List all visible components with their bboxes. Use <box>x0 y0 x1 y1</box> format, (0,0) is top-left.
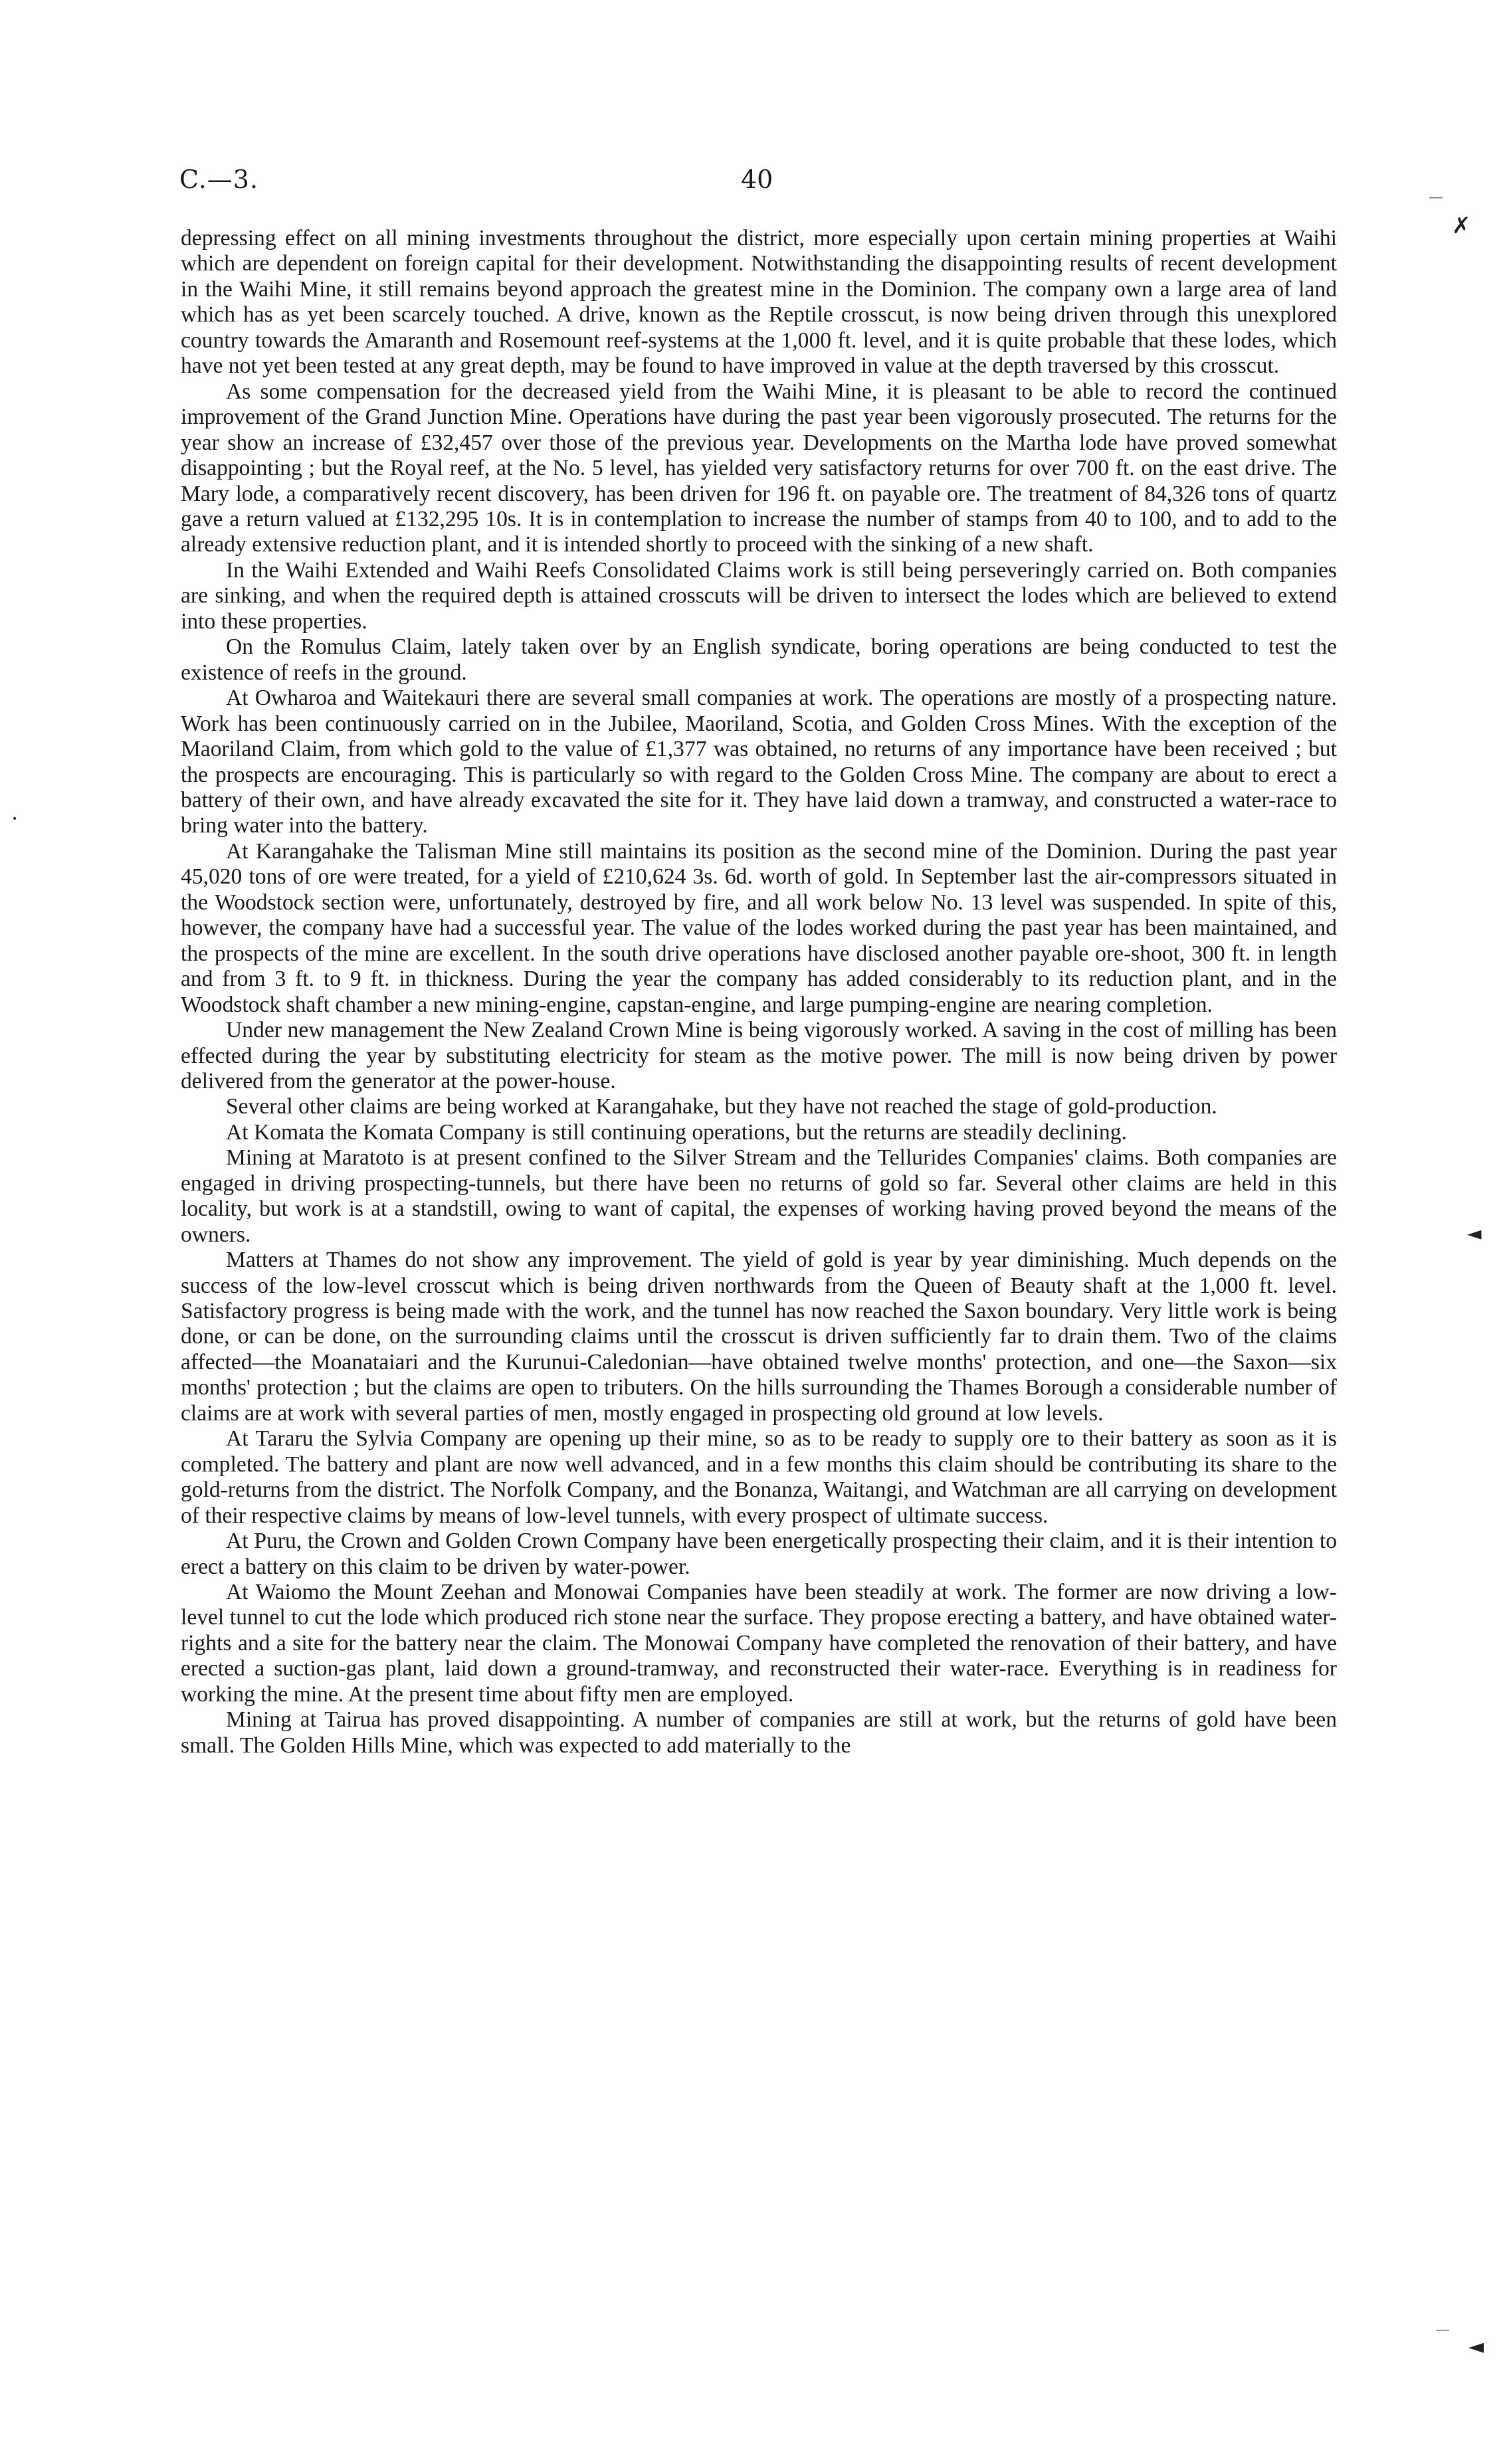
margin-dash-mark: — <box>1429 189 1443 206</box>
margin-arrow-mark-bottom: ◄ <box>1468 2335 1484 2358</box>
margin-dot-mark: • <box>12 814 18 824</box>
page-header <box>179 165 1336 205</box>
paragraph-owharoa: At Owharoa and Waitekauri there are several small companies at work. The operations are mostly of a prospecting nature. Work has been continuously carried on in the Jubilee, Maoriland, Scotia, and Golden Cross Mines. With the exception of the Maoriland Claim, from which gold to the value of £1,377 was obtained, no returns of any importance have been received ; but the prospects are encouraging. This is particularly so with regard to the Golden Cross Mine. The company are about to erect a battery of their own, and have already excavated the site for it. They have laid down a tramway, and constructed a water-race to bring water into the battery. <box>181 686 1337 838</box>
paragraph-waihi-extended: In the Waihi Extended and Waihi Reefs Consolidated Claims work is still being perseveringly carried on. Both companies are sinking, and when the required depth is attained crosscuts will be driven to intersect the lodes which are believed to extend into these properties. <box>181 557 1337 634</box>
paragraph-komata: At Komata the Komata Company is still continuing operations, but the returns are steadily declining. <box>226 1119 1127 1145</box>
paragraph-tairua: Mining at Tairua has proved disappointing. A number of companies are still at work, but the returns of gold have been small. The Golden Hills Mine, which was expected to add materially to the <box>181 1707 1337 1758</box>
margin-arrow-mark: ◄ <box>1467 1222 1482 1244</box>
page-number: 40 <box>741 165 773 194</box>
document-code: C.—3. <box>179 165 259 194</box>
paragraph-nz-crown: Under new management the New Zealand Crown Mine is being vigorously worked. A saving in the cost of milling has been effected during the year by substituting electricity for steam as the motive power. The mill is now being driven by power delivered from the generator at the power-house. <box>181 1018 1337 1093</box>
paragraph-karangahake-talisman: At Karangahake the Talisman Mine still maintains its position as the second mine of the Dominion. During the past year 45,020 tons of ore were treated, for a yield of £210,624 3s. 6d. worth of gold. In September last the air-compressors situated in the Woodstock section were, unfortunately, destroyed by fire, and all work below No. 13 level was suspended. In spite of this, however, the company have had a successful year. The value of the lodes worked during the past year has been maintained, and the prospects of the mine are excellent. In the south drive operations have disclosed another payable ore-shoot, 300 ft. in length and from 3 ft. to 9 ft. in thickness. During the year the company has added considerably to its reduction plant, and in the Woodstock shaft chamber a new mining-engine, capstan-engine, and large pumping-engine are nearing completion. <box>181 838 1337 1017</box>
paragraph-thames: Matters at Thames do not show any improvement. The yield of gold is year by year diminishing. Much depends on the success of the low-level crosscut which is being driven northwards from the Queen of Beauty shaft at the 1,000 ft. level. Satisfactory progress is being made with the work, and the tunnel has now reached the Saxon boundary. Very little work is being done, or can be done, on the surrounding claims until the crosscut is driven sufficiently far to drain them. Two of the claims affected—the Moanataiari and the Kurunui-Caledonian—have obtained twelve months' protection, and one—the Saxon—six months' protection ; but the claims are open to tributers. On the hills surrounding the Thames Borough a considerable number of claims are at work with several parties of men, mostly engaged in prospecting old ground at low levels. <box>181 1248 1337 1426</box>
paragraph-continued: depressing effect on all mining investments throughout the district, more especially upon certain mining properties at Waihi which are dependent on foreign capital for their development. Notwithstanding the disappointing results of recent development in the Waihi Mine, it still remains beyond approach the greatest mine in the Dominion. The company own a large area of land which has as yet been scarcely touched. A drive, known as the Reptile crosscut, is now being driven through this unexplored country towards the Amaranth and Rosemount reef-systems at the 1,000 ft. level, and it is quite probable that these lodes, which have not yet been tested at any great depth, may be found to have improved in value at the depth traversed by this crosscut. <box>181 226 1337 379</box>
paragraph-grand-junction: As some compensation for the decreased yield from the Waihi Mine, it is pleasant to be able to record the continued improvement of the Grand Junction Mine. Operations have during the past year been vigorously prosecuted. The returns for the year show an increase of £32,457 over those of the previous year. Developments on the Martha lode have proved somewhat disappointing ; but the Royal reef, at the No. 5 level, has yielded very satisfactory returns for over 700 ft. on the east drive. The Mary lode, a comparatively recent discovery, has been driven for 196 ft. on payable ore. The treatment of 84,326 tons of quartz gave a return valued at £132,295 10s. It is in contemplation to increase the number of stamps from 40 to 100, and to add to the already extensive reduction plant, and it is intended shortly to proceed with the sinking of a new shaft. <box>181 379 1337 557</box>
paragraph-tararu: At Tararu the Sylvia Company are opening up their mine, so as to be ready to supply ore to their battery as soon as it is completed. The battery and plant are now well advanced, and in a few months this claim should be contributing its share to the gold-returns from the district. The Norfolk Company, and the Bonanza, Waitangi, and Watchman are all carrying on development of their respective claims by means of low-level tunnels, with every prospect of ultimate success. <box>181 1426 1337 1528</box>
paragraph-other-claims: Several other claims are being worked at Karangahake, but they have not reached the stage of gold-production. <box>226 1094 1217 1119</box>
margin-dash-mark-bottom: — <box>1435 2322 1450 2338</box>
paragraph-waiomo: At Waiomo the Mount Zeehan and Monowai Companies have been steadily at work. The former are now driving a low-level tunnel to cut the lode which produced rich stone near the surface. They propose erecting a battery, and have obtained water-rights and a site for the battery near the claim. The Monowai Company have completed the renovation of their battery, and have erected a suction-gas plant, laid down a ground-tramway, and reconstructed their water-race. Everything is in readiness for working the mine. At the present time about fifty men are employed. <box>181 1580 1337 1707</box>
margin-tick-mark: ✗ <box>1452 213 1471 239</box>
body-text <box>181 226 1337 1758</box>
paragraph-maratoto: Mining at Maratoto is at present confined to the Silver Stream and the Tellurides Companies' claims. Both companies are engaged in driving prospecting-tunnels, but there have been no returns of gold so far. Several other claims are held in this locality, but work is at a standstill, owing to want of capital, the expenses of working having proved beyond the means of the owners. <box>181 1145 1337 1247</box>
paragraph-puru: At Puru, the Crown and Golden Crown Company have been energetically prospecting their claim, and it is their intention to erect a battery on this claim to be driven by water-power. <box>181 1529 1337 1579</box>
paragraph-romulus: On the Romulus Claim, lately taken over by an English syndicate, boring operations are being conducted to test the existence of reefs in the ground. <box>181 634 1337 685</box>
